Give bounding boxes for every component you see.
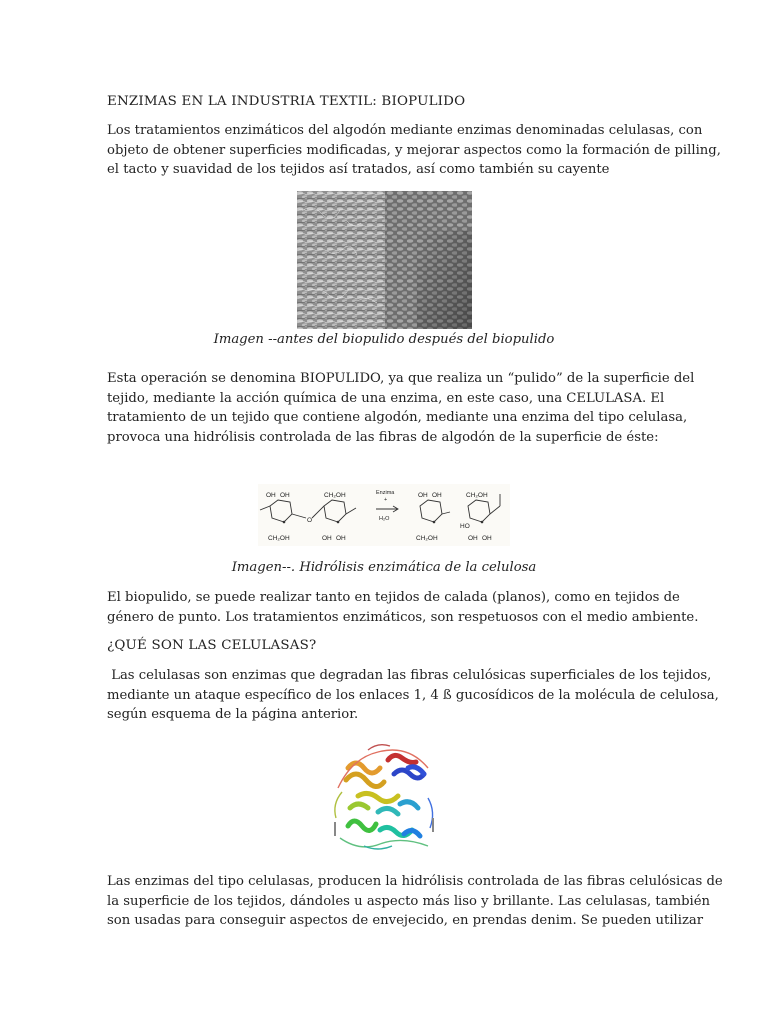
- paragraph-line: la superficie de los tejidos, dándoles u aspecto más liso y brillante. Las celulasas, también: [107, 893, 711, 909]
- diagram-label: OH: [280, 492, 290, 499]
- paragraph-tejidos: [107, 588, 699, 627]
- fabric-before-after-photo: [297, 191, 472, 329]
- paragraph-line: Las enzimas del tipo celulasas, producen la hidrólisis controlada de las fibras celulósicas de: [107, 874, 723, 889]
- diagram-label: OH: [336, 535, 346, 542]
- paragraph-celulasas: [107, 666, 719, 725]
- paragraph-line: mediante un ataque específico de los enlaces 1, 4 ß gucosídicos de la molécula de celulosa,: [107, 687, 719, 703]
- paragraph-line: género de punto. Los tratamientos enzimáticos, son respetuosos con el medio ambiente.: [107, 609, 699, 625]
- diagram-label: OH: [266, 492, 276, 499]
- diagram-label: +: [384, 497, 388, 503]
- diagram-label: HO: [460, 523, 470, 530]
- paragraph-biopulido: [107, 369, 695, 447]
- diagram-label: OH: [418, 492, 428, 499]
- paragraph-line: provoca una hidrólisis controlada de las fibras de algodón de la superficie de éste:: [107, 429, 659, 445]
- paragraph-line: el tacto y suavidad de los tejidos así tratados, así como también su cayente: [107, 162, 610, 177]
- diagram-label: OH: [468, 535, 478, 542]
- diagram-label: H₂O: [379, 516, 390, 522]
- diagram-label: OH: [482, 535, 492, 542]
- diagram-label: CH₂OH: [466, 492, 488, 499]
- cellulase-protein-structure-image: [328, 738, 442, 856]
- diagram-label: CH₂OH: [324, 492, 346, 499]
- figure-caption-fabric: Imagen --antes del biopulido después del biopulido: [213, 332, 555, 347]
- paragraph-line: Los tratamientos enzimáticos del algodón mediante enzimas denominadas celulasas, con: [107, 123, 703, 138]
- paragraph-line: El biopulido, se puede realizar tanto en tejidos de calada (planos), como en tejidos de: [107, 590, 680, 605]
- paragraph-line: son usadas para conseguir aspectos de envejecido, en prendas denim. Se pueden utilizar: [107, 913, 704, 928]
- figure-caption-hydrolysis: Imagen--. Hidrólisis enzimática de la celulosa: [231, 560, 537, 575]
- document-heading: ENZIMAS EN LA INDUSTRIA TEXTIL: BIOPULIDO: [107, 94, 466, 109]
- paragraph-intro: [107, 121, 721, 180]
- paragraph-line: según esquema de la página anterior.: [107, 707, 359, 722]
- diagram-label: CH₂OH: [416, 535, 438, 542]
- diagram-label: CH₂OH: [268, 535, 290, 542]
- diagram-label: Enzima: [376, 490, 395, 496]
- paragraph-tipo-celulasas: [107, 872, 723, 931]
- paragraph-line: Las celulasas son enzimas que degradan las fibras celulósicas superficiales de los tejidos,: [107, 668, 712, 683]
- paragraph-line: tratamiento de un tejido que contiene algodón, mediante una enzima del tipo celulasa,: [107, 410, 688, 425]
- paragraph-line: tejido, mediante la acción química de una enzima, en este caso, una CELULASA. El: [107, 390, 665, 406]
- diagram-label: OH: [432, 492, 442, 499]
- cellulose-hydrolysis-diagram: [258, 484, 510, 546]
- paragraph-line: Esta operación se denomina BIOPULIDO, ya que realiza un “pulido” de la superficie del: [107, 371, 695, 386]
- diagram-label: OH: [322, 535, 332, 542]
- diagram-label: O: [307, 517, 313, 524]
- section-heading-celulasas: ¿QUÉ SON LAS CELULASAS?: [107, 638, 317, 653]
- paragraph-line: objeto de obtener superficies modificadas, y mejorar aspectos como la formación de pilling,: [107, 142, 721, 158]
